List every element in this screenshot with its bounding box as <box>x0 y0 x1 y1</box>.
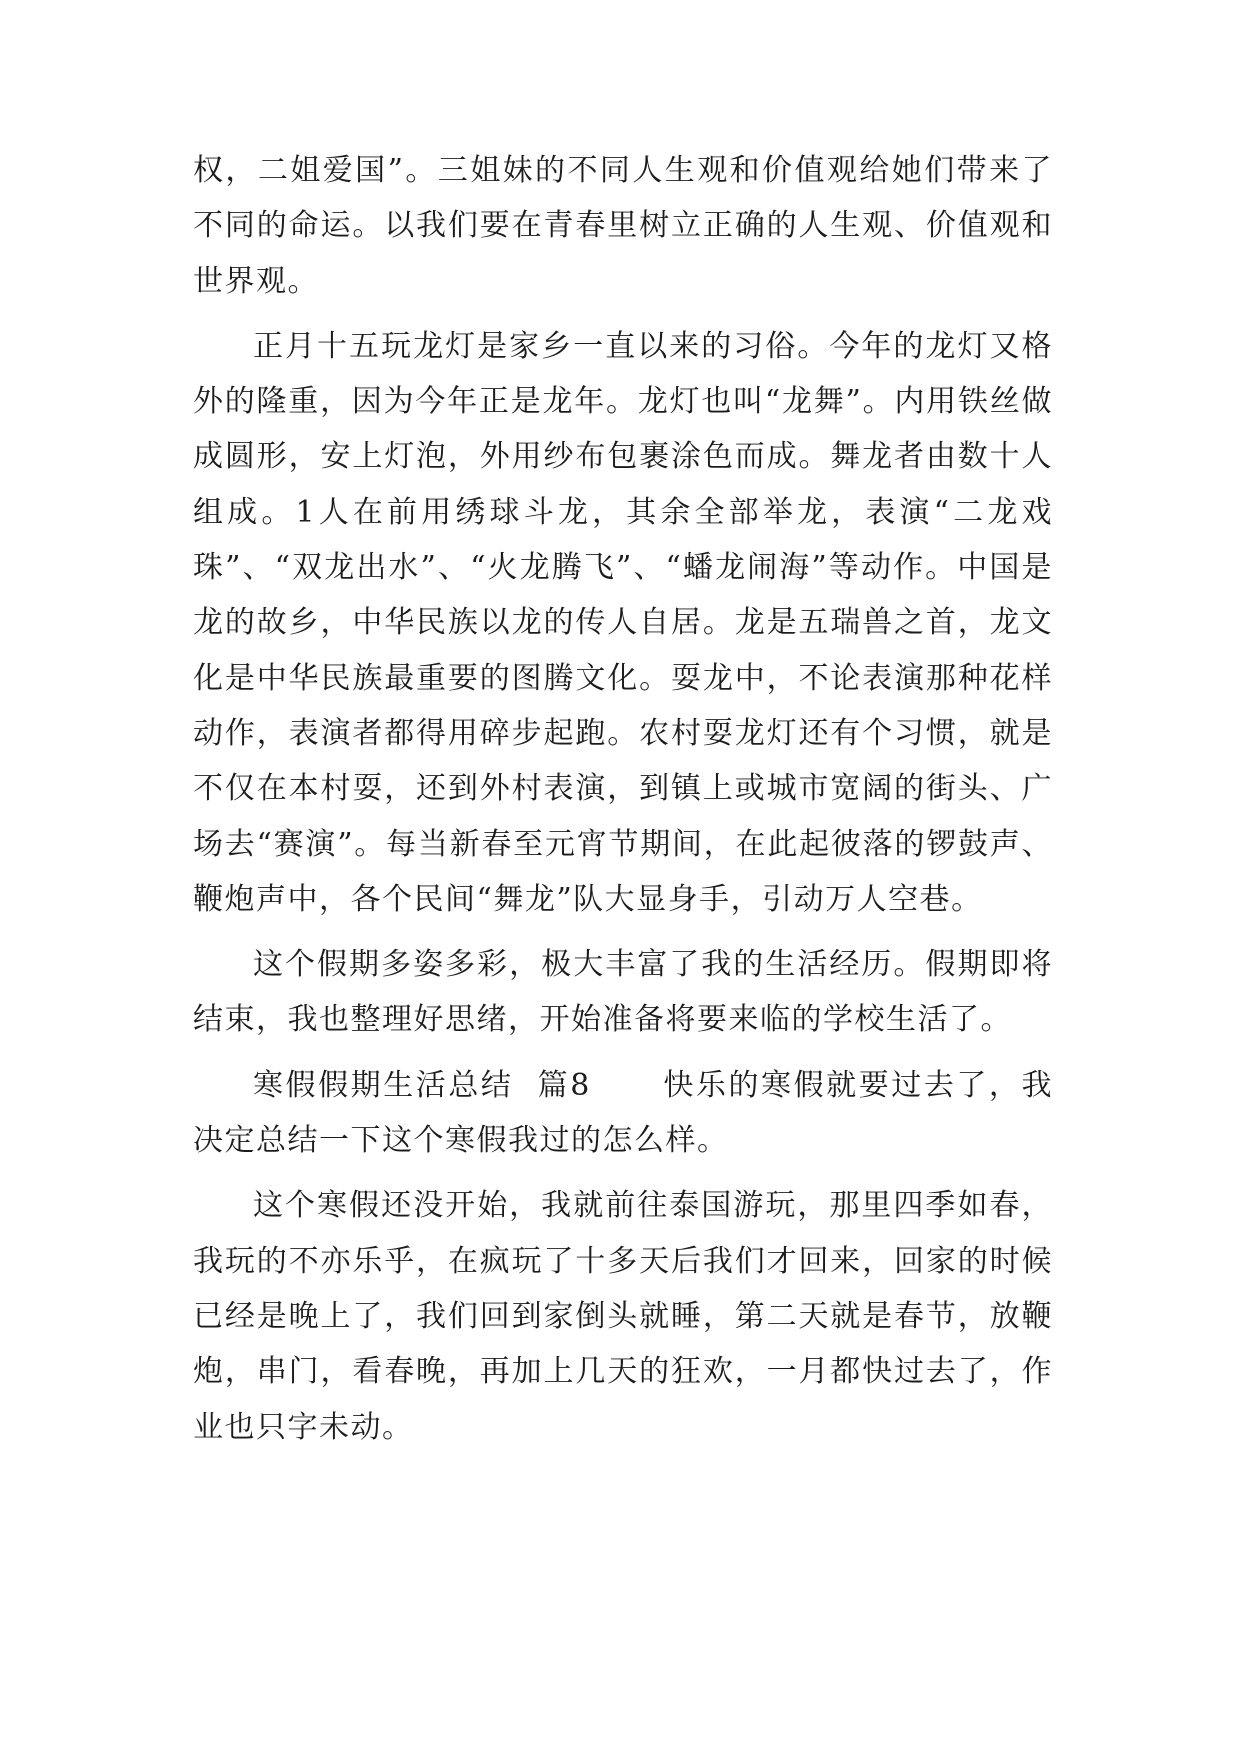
paragraph-2: 正月十五玩龙灯是家乡一直以来的习俗。今年的龙灯又格外的隆重，因为今年正是龙年。龙灯也叫“龙舞”。内用铁丝做成圆形，安上灯泡，外用纱布包裹涂色而成。舞龙者由数十人组成。1人在前用绣球斗龙，其余全部举龙，表演“二龙戏珠”、“双龙出水”、“火龙腾飞”、“蟠龙闹海”等动作。中国是龙的故乡，中华民族以龙的传人自居。龙是五瑞兽之首，龙文化是中华民族最重要的图腾文化。耍龙中，不论表演那种花样动作，表演者都得用碎步起跑。农村耍龙灯还有个习惯，就是不仅在本村耍，还到外村表演，到镇上或城市宽阔的街头、广场去“赛演”。每当新春至元宵节期间，在此起彼落的锣鼓声、鞭炮声中，各个民间“舞龙”队大显身手，引动万人空巷。 <box>193 328 1053 917</box>
paragraph-5: 这个寒假还没开始，我就前往泰国游玩，那里四季如春，我玩的不亦乐乎，在疯玩了十多天后我们才回来，回家的时候已经是晚上了，我们回到家倒头就睡，第二天就是春节，放鞭炮，串门，看春晚，再加上几天的狂欢，一月都快过去了，作业也只字未动。 <box>193 1188 1053 1445</box>
paragraph-1: 权，二姐爱国”。三姐妹的不同人生观和价值观给她们带来了不同的命运。以我们要在青春里树立正确的人生观、价值观和世界观。 <box>193 153 1053 299</box>
paragraph-3: 这个假期多姿多彩，极大丰富了我的生活经历。假期即将结束，我也整理好思绪，开始准备将要来临的学校生活了。 <box>193 947 1053 1038</box>
heading-spacer <box>591 1068 664 1103</box>
document-body <box>193 143 1053 1465</box>
paragraph-4 <box>193 1058 1053 1169</box>
paragraph-4-text: 快乐的寒假就要过去了，我决定总结一下这个寒假我过的怎么样。 <box>193 1067 1053 1159</box>
section-heading: 寒假假期生活总结 篇8 <box>253 1067 591 1103</box>
